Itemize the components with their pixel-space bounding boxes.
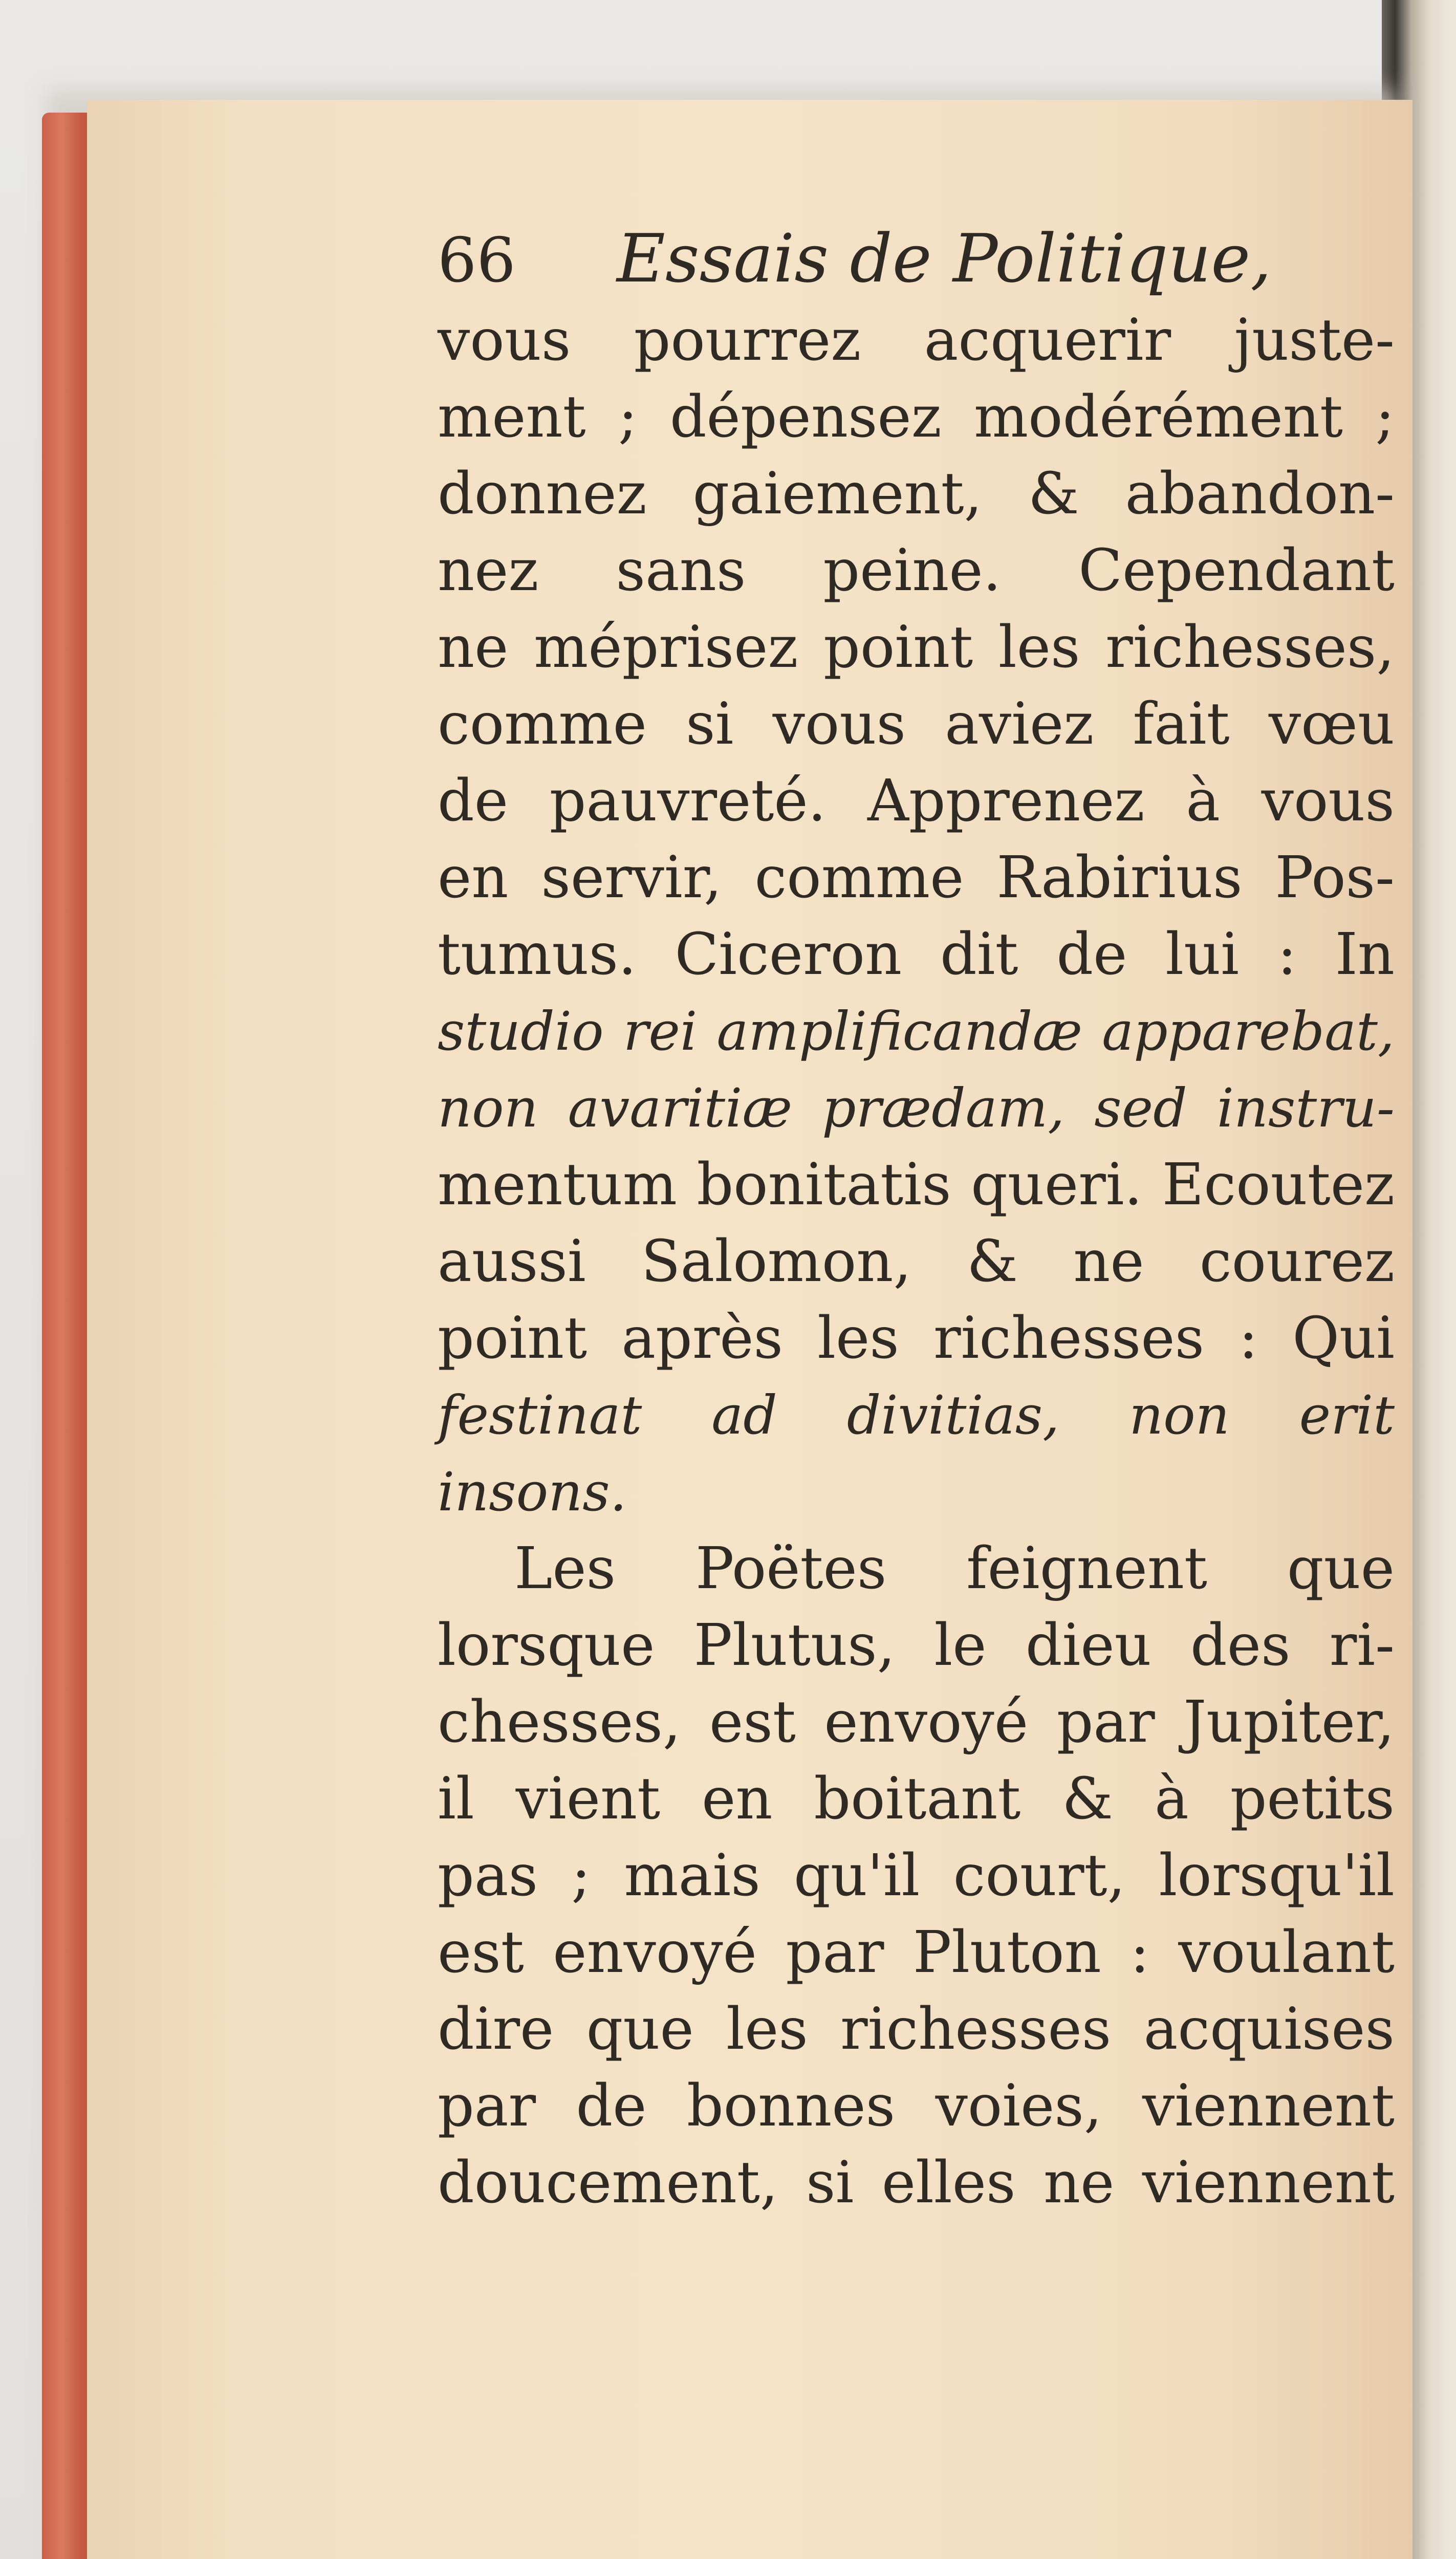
- text-line: en servir, comme Rabirius Pos-: [438, 844, 1395, 911]
- latin-quote-line: insons.: [438, 1461, 627, 1523]
- page-text: [438, 220, 1395, 2221]
- running-title: Essais de Politique,: [617, 220, 1272, 297]
- text-line: vous pourrez acquerir juste-: [438, 307, 1395, 374]
- text-line: dire que les richesses acquises: [438, 1996, 1395, 2063]
- latin-quote-line: non avaritiæ prædam, sed instru-: [438, 1077, 1395, 1139]
- text-line: ne méprisez point les richesses,: [438, 614, 1395, 681]
- text-line: mentum bonitatis queri. Ecoutez: [438, 1152, 1395, 1218]
- text-line: par de bonnes voies, viennent: [438, 2073, 1395, 2139]
- text-line: point après les richesses : Qui: [438, 1305, 1395, 1372]
- text-line: lorsque Plutus, le dieu des ri-: [438, 1612, 1395, 1679]
- latin-quote-line: festinat ad divitias, non erit: [438, 1384, 1395, 1446]
- text-line: est envoyé par Pluton : voulant: [438, 1919, 1395, 1986]
- text-line: Les Poëtes feignent que: [514, 1535, 1395, 1602]
- text-line: chesses, est envoyé par Jupiter,: [438, 1689, 1395, 1755]
- text-line: pas ; mais qu'il court, lorsqu'il: [438, 1842, 1395, 1909]
- text-line: il vient en boitant & à petits: [438, 1766, 1395, 1832]
- text-line: ment ; dépensez modérément ;: [438, 384, 1395, 450]
- running-head: [438, 220, 1395, 302]
- text-line: tumus. Ciceron dit de lui : In: [438, 921, 1395, 988]
- latin-quote-line: studio rei amplificandæ apparebat,: [438, 1000, 1395, 1062]
- page-number: 66: [438, 225, 516, 296]
- text-line: de pauvreté. Apprenez à vous: [438, 768, 1395, 834]
- text-line: nez sans peine. Cependant: [438, 537, 1395, 604]
- text-line: donnez gaiement, & abandon-: [438, 461, 1395, 527]
- paragraph-2: [438, 1530, 1395, 2221]
- paragraph-1: [438, 302, 1395, 1530]
- text-line: aussi Salomon, & ne courez: [438, 1228, 1395, 1295]
- text-line: doucement, si elles ne viennent: [438, 2150, 1395, 2216]
- text-line: comme si vous aviez fait vœu: [438, 691, 1395, 757]
